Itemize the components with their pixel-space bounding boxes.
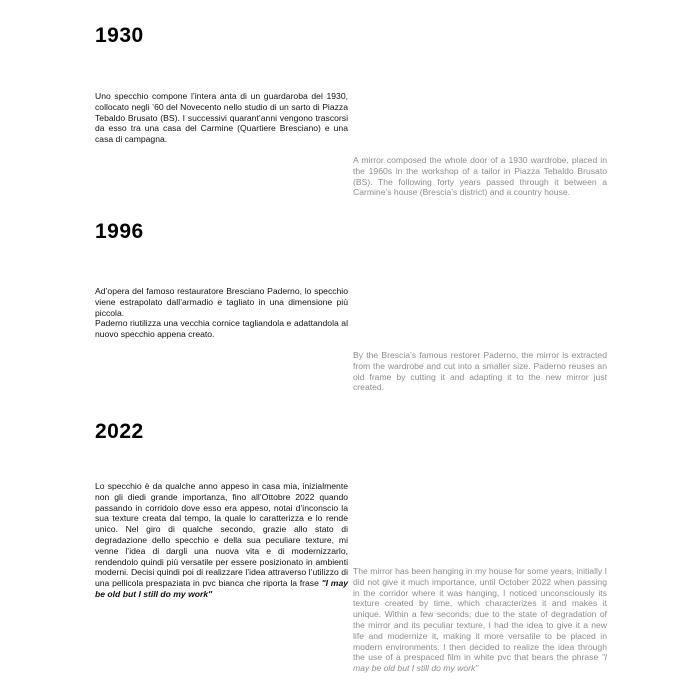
english-paragraph: By the Brescia’s famous restorer Paderno, the mirror is extracted from the wardrobe and cut into a smaller size. Paderno reuses an old frame by cutting it and adapting it to the new mirror just created.	[353, 350, 607, 393]
english-text-1930	[353, 155, 607, 198]
english-paragraph: A mirror composed the whole door of a 1930 wardrobe, placed in the 1960s in the workshop of a tailor in Piazza Tebaldo Brusato (BS). The following forty years passed through it between a Carmine’s house (Brescia’s district) and a country house.	[353, 155, 607, 198]
italian-paragraph: Paderno riutilizza una vecchia cornice tagliandola e adattandola al nuovo specchio appena creato.	[95, 318, 348, 340]
italian-body: Lo specchio è da qualche anno appeso in casa mia, inizialmente non gli diedi grande importanza, fino all’Ottobre 2022 quando passando in corridoio dove esso era appeso, notai d’inconscio la sua texture creata dal tempo, la quale lo caratterizza e lo rende unico. Nel giro di qualche secondo, grazie allo stato di degradazione dello specchio e della sua peculiare texture, mi venne l’idea di dargli una nuova vita e di modernizzarlo, rendendolo quindi più versatile per essere posizionato in ambienti moderni. Decisi quindi poi di realizzare l’idea attraverso l’utilizzo di una pellicola prespaziata in pvc bianca che riporta la frase	[95, 481, 348, 589]
english-body: The mirror has been hanging in my house for some years, initially I did not give it much importance, until October 2022 when passing in the corridor where it was hanging, I noticed unconsciously its texture created by time, which characterizes it and makes it unique. Within a few seconds, due to the state of degradation of the mirror and its peculiar texture, I had the idea to give it a new life and modernize it, making it more versatile to be placed in modern environments. I then decided to realize the idea through the use of a prespaced film in white pvc that bears the phrase	[353, 566, 607, 663]
italian-quote: "I may be old but I still do my work"	[95, 578, 349, 599]
italian-paragraph: Uno specchio compone l’intera anta di un guardaroba del 1930, collocato negli ’60 del Novecento nello studio di un sarto di Piazza Tebaldo Brusato (BS). I successivi quarant’anni vengono trascorsi da esso tra una casa del Carmine (Quartiere Bresciano) e una casa di campagna.	[95, 91, 348, 145]
italian-text-1930	[95, 91, 348, 145]
italian-text-1996	[95, 286, 348, 340]
english-paragraph	[353, 566, 607, 674]
english-quote: "I may be old but I still do my work"	[353, 652, 608, 674]
italian-paragraph: Ad’opera del famoso restauratore Bresciano Paderno, lo specchio viene estrapolato dall’armadio e tagliato in una dimensione più piccola.	[95, 286, 348, 318]
italian-paragraph	[95, 481, 348, 600]
year-heading-2022: 2022	[95, 420, 144, 443]
english-text-1996	[353, 350, 607, 393]
italian-text-2022	[95, 481, 348, 600]
year-heading-1930: 1930	[95, 24, 144, 47]
english-text-2022	[353, 566, 607, 674]
year-heading-1996: 1996	[95, 220, 144, 243]
